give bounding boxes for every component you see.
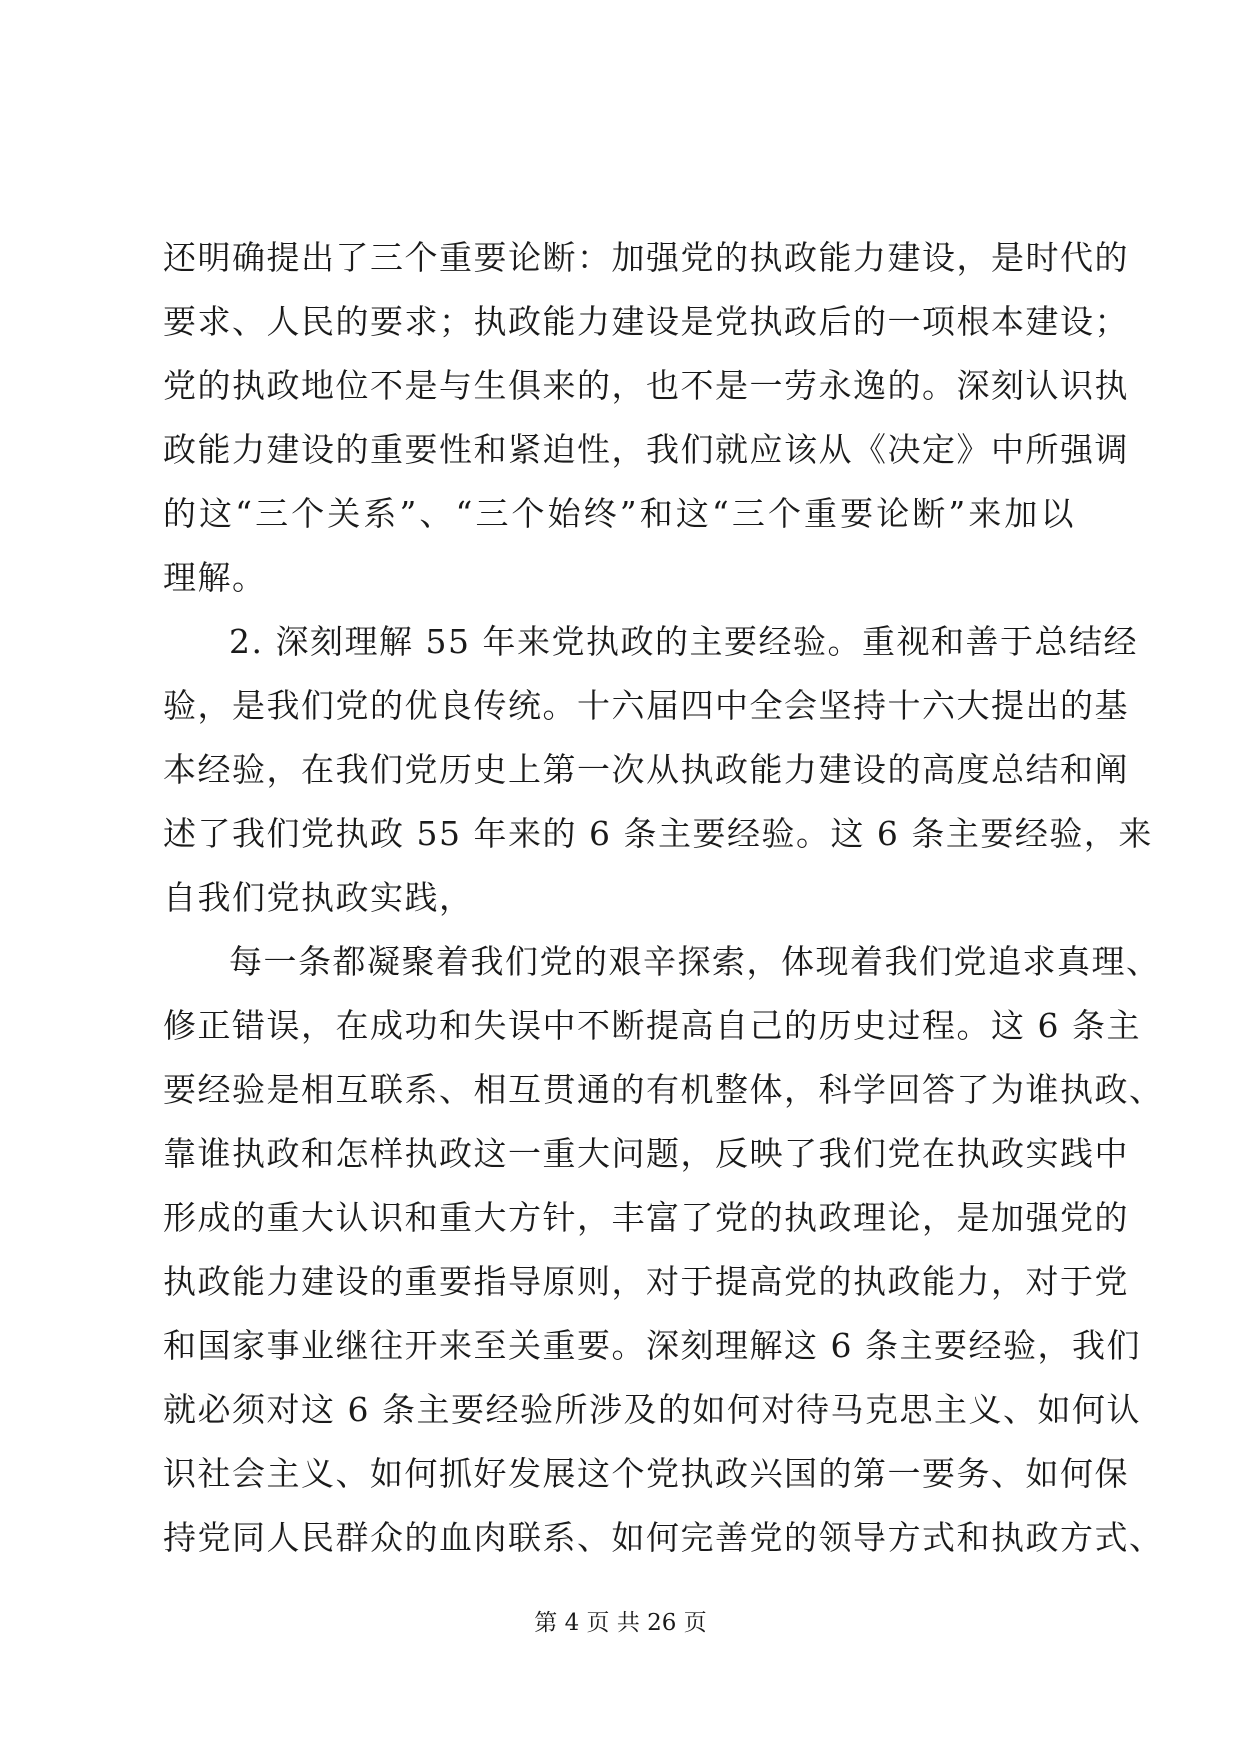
document-body xyxy=(163,226,1164,1570)
text-line: 和国家事业继往开来至关重要。深刻理解这 6 条主要经验，我们 xyxy=(163,1326,1141,1365)
text-line: 形成的重大认识和重大方针，丰富了党的执政理论，是加强党的 xyxy=(163,1198,1129,1237)
text-line: 就必须对这 6 条主要经验所涉及的如何对待马克思主义、如何认 xyxy=(163,1390,1141,1429)
page-number-footer: 第 4 页 共 26 页 xyxy=(534,1610,707,1636)
paragraph-start-line: 每一条都凝聚着我们党的艰辛探索，体现着我们党追求真理、 xyxy=(229,942,1161,981)
text-line: 政能力建设的重要性和紧迫性，我们就应该从《决定》中所强调 xyxy=(163,430,1129,469)
text-line: 执政能力建设的重要指导原则，对于提高党的执政能力，对于党 xyxy=(163,1262,1129,1301)
text-line: 修正错误，在成功和失误中不断提高自己的历史过程。这 6 条主 xyxy=(163,1006,1141,1045)
text-line: 识社会主义、如何抓好发展这个党执政兴国的第一要务、如何保 xyxy=(163,1454,1129,1493)
text-line: 要经验是相互联系、相互贯通的有机整体，科学回答了为谁执政、 xyxy=(163,1070,1164,1109)
text-line: 党的执政地位不是与生俱来的，也不是一劳永逸的。深刻认识执 xyxy=(163,366,1129,405)
text-line: 要求、人民的要求；执政能力建设是党执政后的一项根本建设； xyxy=(163,302,1129,341)
text-line: 述了我们党执政 55 年来的 6 条主要经验。这 6 条主要经验，来 xyxy=(163,814,1153,853)
text-line: 的这“三个关系”、“三个始终”和这“三个重要论断”来加以 xyxy=(163,494,1075,533)
text-line: 本经验，在我们党历史上第一次从执政能力建设的高度总结和阐 xyxy=(163,750,1129,789)
text-line: 还明确提出了三个重要论断：加强党的执政能力建设，是时代的 xyxy=(163,238,1129,277)
paragraph-heading-line: 2. 深刻理解 55 年来党执政的主要经验。重视和善于总结经 xyxy=(229,622,1138,661)
text-line: 理解。 xyxy=(163,558,267,597)
text-line: 自我们党执政实践， xyxy=(163,878,474,917)
text-line: 持党同人民群众的血肉联系、如何完善党的领导方式和执政方式、 xyxy=(163,1518,1164,1557)
text-line: 验，是我们党的优良传统。十六届四中全会坚持十六大提出的基 xyxy=(163,686,1129,725)
text-line: 靠谁执政和怎样执政这一重大问题，反映了我们党在执政实践中 xyxy=(163,1134,1129,1173)
